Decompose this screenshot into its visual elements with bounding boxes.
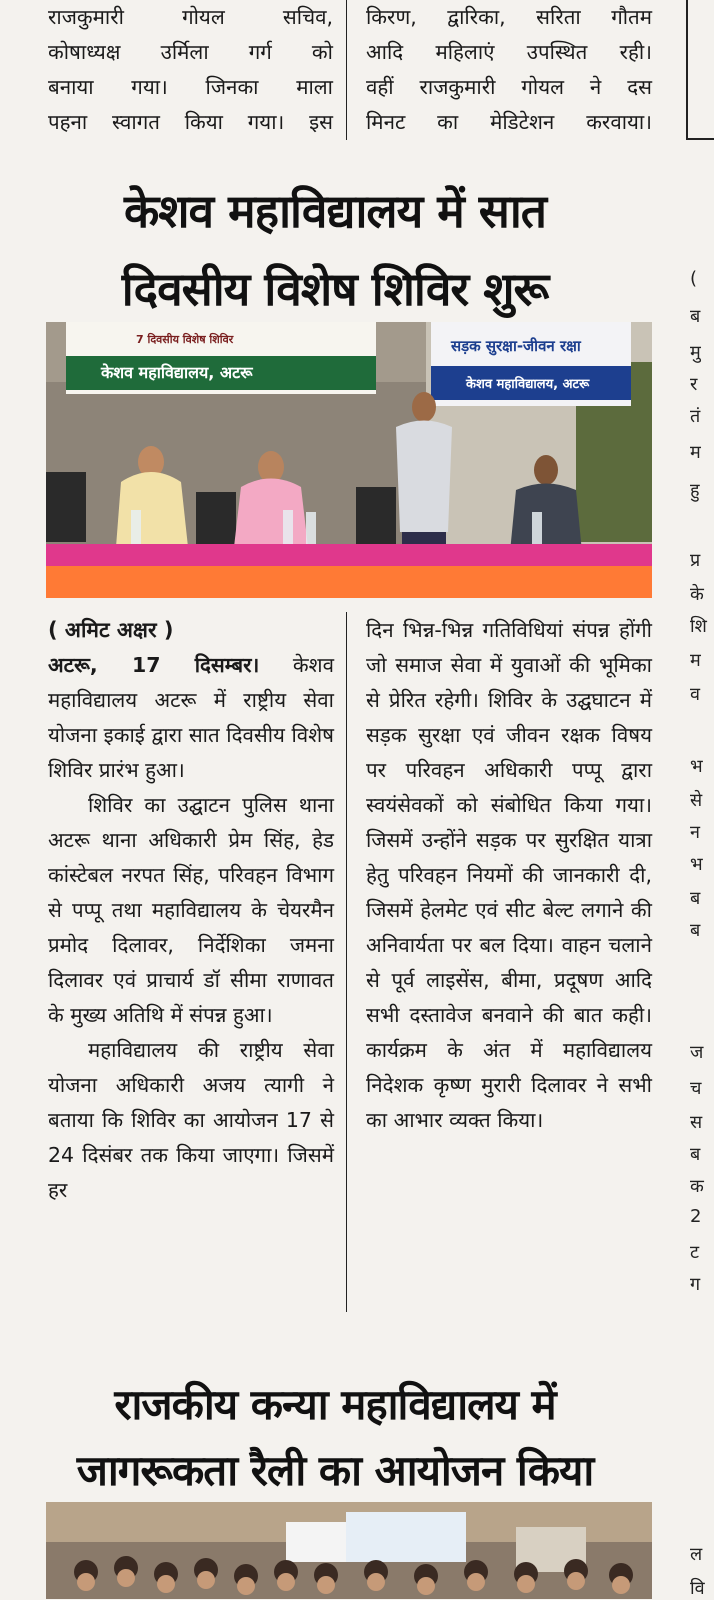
right-edge-fragment: ल	[690, 1544, 703, 1565]
top-col1-line-1: राजकुमारी गोयल सचिव,	[48, 5, 333, 29]
top-col1-line-2: कोषाध्यक्ष उर्मिला गर्ग को	[48, 40, 333, 64]
story1-col2	[366, 613, 652, 1138]
right-edge-fragment: र	[690, 374, 698, 395]
story1-headline	[0, 172, 670, 328]
story2-photo	[46, 1502, 652, 1599]
right-edge-fragment: व	[690, 684, 701, 705]
story1-column-divider	[346, 612, 347, 1312]
top-col2-line-2: आदि महिलाएं उपस्थित रही।	[366, 40, 652, 64]
story2-headline	[0, 1372, 670, 1504]
right-edge-fragment: (	[690, 268, 698, 289]
right-edge-fragment: क	[690, 1176, 704, 1197]
rally-illustration	[46, 1502, 652, 1599]
right-edge-fragment: च	[690, 1078, 702, 1099]
story1-photo	[46, 322, 652, 598]
right-edge-fragment: न	[690, 822, 700, 843]
right-edge-fragment: प्र	[690, 550, 701, 571]
right-edge-fragment: से	[690, 790, 703, 811]
right-edge-fragment: 2	[690, 1206, 702, 1227]
right-edge-fragment: ब	[690, 888, 701, 909]
top-col2-line-4: मिनट का मेडिटेशन करवाया।	[366, 110, 652, 134]
top-story-col1	[48, 0, 333, 140]
story1-paragraph-2: शिविर का उद्घाटन पुलिस थाना अटरू थाना अधिकारी प्रेम सिंह, हेड कांस्टेबल नरपत सिंह, परिवहन विभाग से पप्पू तथा महाविद्यालय के चेयरमैन प्रमोद दिलावर, निर्देशिका जमना दिलावर एवं प्राचार्य डॉ सीमा राणावत के मुख्य अतिथि में संपन्न हुआ।	[48, 793, 334, 1027]
right-edge-fragment: ज	[690, 1042, 704, 1063]
right-edge-fragment: के	[690, 584, 704, 605]
story1-paragraph-3: महाविद्यालय की राष्ट्रीय सेवा योजना अधिकारी अजय त्यागी ने बताया कि शिविर का आयोजन 17 से 24 दिसंबर तक किया जाएगा। जिसमें हर	[48, 1038, 334, 1202]
story2-headline-line1: राजकीय कन्या महाविद्यालय में	[114, 1380, 556, 1429]
right-edge-fragment: तं	[690, 406, 701, 427]
story1-paragraph-1	[48, 648, 334, 788]
right-edge-fragment: ग	[690, 1274, 701, 1295]
banner-left-title: केशव महाविद्यालय, अटरू	[101, 363, 253, 382]
top-column-divider	[346, 0, 347, 140]
banner-right-subtitle: केशव महाविद्यालय, अटरू	[466, 377, 590, 392]
right-edge-fragment: मु	[690, 342, 701, 363]
right-edge-fragment: म	[690, 650, 701, 671]
banner-right-title: सड़क सुरक्षा-जीवन रक्षा	[451, 337, 581, 355]
top-story-col2	[366, 0, 652, 140]
top-col1-line-4: पहना स्वागत किया गया। इस	[48, 110, 333, 134]
banner-left-subtitle: 7 दिवसीय विशेष शिविर	[136, 333, 234, 346]
top-col2-line-3: वहीं राजकुमारी गोयल ने दस	[366, 75, 652, 99]
dateline: अटरू, 17 दिसम्बर।	[48, 653, 260, 677]
right-edge-fragment: हु	[690, 480, 700, 501]
right-edge-fragment: स	[690, 1112, 703, 1133]
story1-headline-line2: दिवसीय विशेष शिविर शुरू	[121, 262, 549, 316]
right-edge-fragment: ब	[690, 306, 701, 327]
right-edge-fragment: म	[690, 442, 701, 463]
right-edge-fragment: भ	[690, 854, 703, 875]
story2-headline-line2: जागरूकता रैली का आयोजन किया	[76, 1446, 594, 1495]
story1-headline-line1: केशव महाविद्यालय में सात	[123, 184, 547, 238]
right-edge-fragment: भ	[690, 756, 703, 777]
right-edge-fragment: ब	[690, 920, 701, 941]
top-col2-line-1: किरण, द्वारिका, सरिता गौतम	[366, 5, 652, 29]
right-edge-fragment: ब	[690, 1144, 701, 1165]
story1-paragraph-1-text: केशव महाविद्यालय अटरू में राष्ट्रीय सेवा योजना इकाई द्वारा सात दिवसीय विशेष शिविर प्रारंभ हुआ।	[48, 653, 334, 782]
story1-col1	[48, 613, 334, 1208]
story1-col2-text: दिन भिन्न-भिन्न गतिविधियां संपन्न होंगी जो समाज सेवा में युवाओं की भूमिका से प्रेरित रहेगी। शिविर के उद्घघाटन में सड़क सुरक्षा एवं जीवन रक्षक विषय पर परिवहन अधिकारी पप्पू द्वारा स्वयंसेवकों को संबोधित किया गया। जिसमें उन्होंने सड़क पर सुरक्षित यात्रा हेतु परिवहन नियमों की जानकारी दी, जिसमें हेलमेट एवं सीट बेल्ट लगाने की अनिवार्यता पर बल दिया। वाहन चलाने से पूर्व लाइसेंस, बीमा, प्रदूषण आदि सभी दस्तावेज बनवाने की बात कही। कार्यक्रम के अंत में महाविद्यालय निदेशक कृष्ण मुरारी दिलावर ने सभी का आभार व्यक्त किया।	[366, 618, 652, 1132]
byline: ( अमिट अक्षर )	[48, 618, 174, 642]
right-edge-fragment: शि	[690, 616, 707, 637]
right-edge-fragment: ट	[690, 1242, 700, 1263]
right-edge-fragment: वि	[690, 1578, 705, 1599]
top-box-border-right	[686, 0, 688, 140]
top-box-border-bottom	[686, 138, 714, 140]
top-col1-line-3: बनाया गया। जिनका माला	[48, 75, 333, 99]
